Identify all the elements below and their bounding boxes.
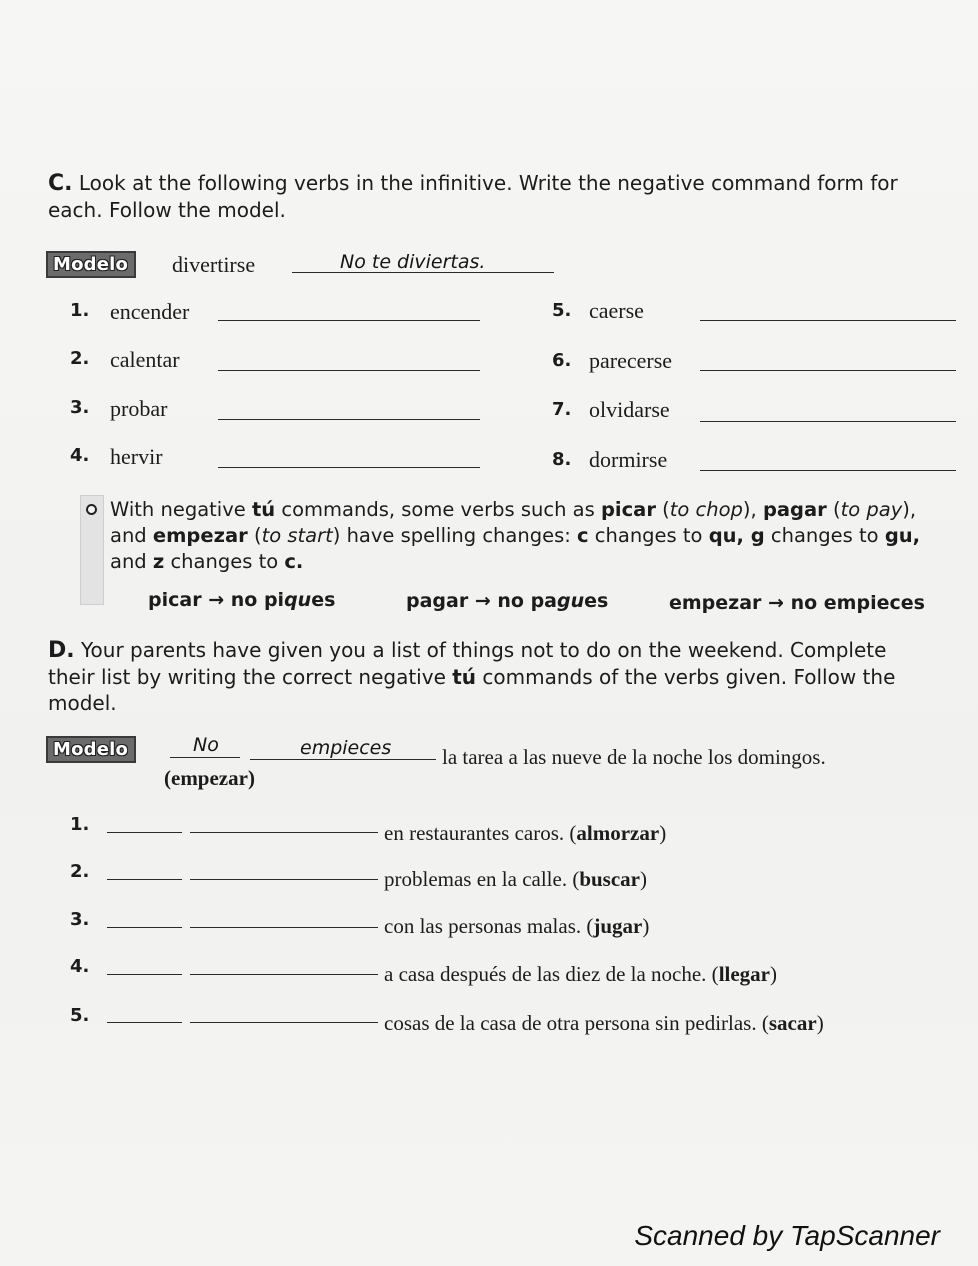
modelo-badge-d: Modelo: [46, 736, 136, 763]
section-c-instructions-line1: Look at the following verbs in the infinitive. Write the negative command form for: [78, 171, 898, 195]
section-c-instructions: [48, 170, 898, 223]
answer-blank-3[interactable]: [218, 419, 480, 420]
sentence-2: problemas en la calle. (buscar): [384, 867, 648, 891]
item-number: 5.: [552, 300, 572, 321]
section-c-instructions-line2: each. Follow the model.: [48, 198, 286, 222]
verb-olvidarse: olvidarse: [589, 397, 670, 422]
answer-blank-8[interactable]: [700, 470, 956, 471]
section-d-instructions: D. Your parents have given you a list of things not to do on the weekend. Complete their list by writing the correct negative tú commands of the verbs given. Follow the model.: [48, 638, 896, 715]
blank-no-3[interactable]: [107, 927, 182, 928]
blank-verb-2[interactable]: [190, 879, 378, 880]
scanner-watermark: Scanned by TapScanner: [634, 1220, 940, 1251]
model-line-d-2: [250, 759, 436, 760]
blank-no-1[interactable]: [107, 832, 182, 833]
bullet-icon: [86, 504, 97, 515]
model-answer-d-1: No: [193, 734, 219, 756]
section-c-letter: C.: [48, 171, 73, 196]
spelling-note: With negative tú commands, some verbs such as picar (to chop), pagar (to pay), and empezar (to start) have spelling changes: c changes to qu, g changes to gu, and z changes to c.: [110, 498, 921, 573]
answer-blank-2[interactable]: [218, 370, 480, 371]
example-picar: picar → no piques: [148, 589, 336, 611]
model-answer-line-c: [292, 272, 554, 273]
model-line-d-1: [170, 757, 240, 758]
item-number: 4.: [70, 445, 90, 466]
item-number: 2.: [70, 861, 90, 882]
blank-no-5[interactable]: [107, 1022, 182, 1023]
blank-verb-5[interactable]: [190, 1022, 378, 1023]
item-number: 1.: [70, 300, 90, 321]
answer-blank-7[interactable]: [700, 421, 956, 422]
item-number: 7.: [552, 399, 572, 420]
item-number: 1.: [70, 814, 90, 835]
sentence-1: en restaurantes caros. (almorzar): [384, 821, 667, 845]
answer-blank-4[interactable]: [218, 467, 480, 468]
model-answer-d-2: empieces: [300, 737, 392, 759]
modelo-badge-c: Modelo: [46, 251, 136, 278]
item-number: 8.: [552, 449, 572, 470]
blank-verb-4[interactable]: [190, 974, 378, 975]
item-number: 3.: [70, 909, 90, 930]
section-d-letter: D.: [48, 638, 75, 663]
verb-probar: probar: [110, 396, 168, 421]
answer-blank-5[interactable]: [700, 320, 956, 321]
blank-no-2[interactable]: [107, 879, 182, 880]
model-answer-c: No te diviertas.: [340, 251, 486, 273]
verb-dormirse: dormirse: [589, 447, 668, 472]
verb-calentar: calentar: [110, 347, 180, 372]
model-sentence-d: la tarea a las nueve de la noche los domingos.: [442, 745, 826, 769]
verb-caerse: caerse: [589, 298, 644, 323]
blank-verb-1[interactable]: [190, 832, 378, 833]
sentence-4: a casa después de las diez de la noche. (llegar): [384, 962, 777, 986]
model-verb-d: (empezar): [164, 766, 255, 790]
verb-hervir: hervir: [110, 444, 163, 469]
blank-verb-3[interactable]: [190, 927, 378, 928]
example-pagar: pagar → no pagues: [406, 590, 609, 612]
answer-blank-6[interactable]: [700, 370, 956, 371]
item-number: 6.: [552, 350, 572, 371]
example-empezar: empezar → no empieces: [669, 592, 925, 614]
item-number: 2.: [70, 348, 90, 369]
answer-blank-1[interactable]: [218, 320, 480, 321]
model-verb-c: divertirse: [172, 252, 256, 277]
blank-no-4[interactable]: [107, 974, 182, 975]
item-number: 3.: [70, 397, 90, 418]
sentence-5: cosas de la casa de otra persona sin pedirlas. (sacar): [384, 1011, 824, 1035]
verb-parecerse: parecerse: [589, 348, 673, 373]
item-number: 5.: [70, 1005, 90, 1026]
sentence-3: con las personas malas. (jugar): [384, 914, 650, 938]
verb-encender: encender: [110, 299, 190, 324]
item-number: 4.: [70, 956, 90, 977]
